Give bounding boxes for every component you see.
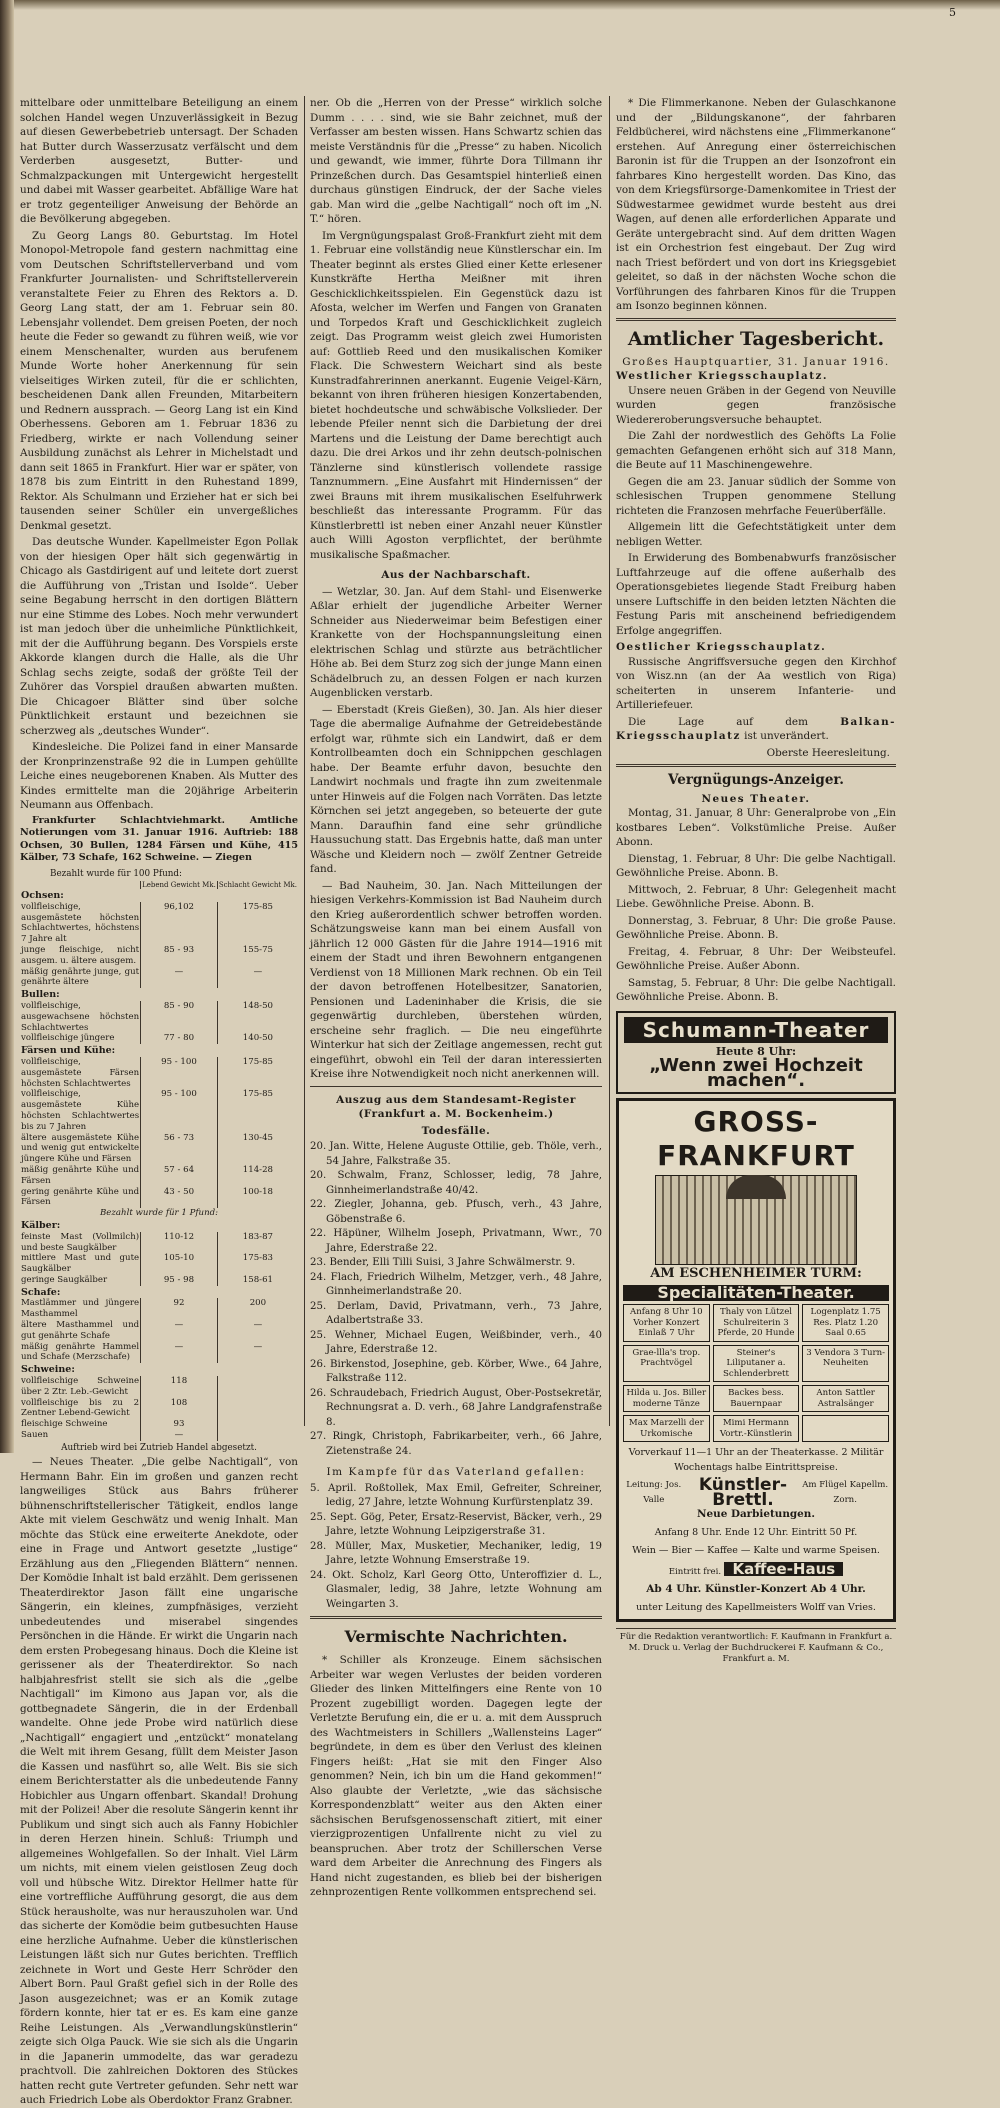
- gf-fluegel: Am Flügel Kapellm. Zorn.: [802, 1480, 889, 1505]
- theater-program: [616, 806, 896, 1005]
- column-rule: [609, 96, 610, 1426]
- gf-vorverkauf: Vorverkauf 11—1 Uhr an der Theaterkasse. 2 Militär Wochentags halbe Eintrittspreise.: [628, 1447, 884, 1473]
- fallen-title: Im Kampfe für das Vaterland gefallen:: [326, 1466, 586, 1478]
- market-label: mittlere Mast und gute Saugkälber: [21, 1253, 140, 1275]
- market-live-price: 85 - 93: [141, 945, 218, 967]
- market-live-price: 43 - 50: [141, 1187, 218, 1209]
- section-title-nachbarschaft: Aus der Nachbarschaft.: [381, 569, 531, 581]
- market-live-price: —: [141, 1430, 218, 1441]
- gf-act: 3 Vendora 3 Turn-Neuheiten: [802, 1345, 889, 1383]
- gf-act: Anton Sattler Astralsänger: [802, 1385, 889, 1412]
- market-live-price: —: [141, 967, 218, 989]
- register-entry: 27. Ringk, Christoph, Fabrikarbeiter, verh., 66 Jahre, Zietenstraße 24.: [310, 1431, 602, 1457]
- ad-schumann-theater: [616, 1011, 896, 1095]
- market-label: vollfleischige, ausgewachsene höchsten Schlachtwertes: [21, 1000, 140, 1033]
- market-row: [20, 1057, 298, 1089]
- market-slaughter-price: 175-85: [217, 1089, 298, 1132]
- market-group: Ochsen:: [21, 890, 64, 901]
- ad-gross-frankfurt: [616, 1098, 896, 1622]
- market-row: [20, 1398, 298, 1420]
- gf-eintritt-frei: Eintritt frei.: [668, 1566, 722, 1577]
- market-slaughter-price: [217, 1376, 298, 1398]
- west-para-2: Die Zahl der nordwestlich des Gehöfts La Folie gemachten Gefangenen erhöht sich auf 318 Mann, die Beute auf 11 Maschinengewehre.: [616, 430, 896, 471]
- market-live-price: 57 - 64: [141, 1165, 218, 1187]
- article-theater-cont: ner. Ob die „Herren von der Presse“ wirklich solche Dumm . . . . sind, wie sie Bahr zeichnet, muß der Verfasser am besten wissen. Hans Schwartz schien das meiste Verständnis für die „Presse“ zu haben. Nicolich und gewandt, wie immer, führte Dora Tillmann ihr Prinzeßchen durch. Das Gesamtspiel hinterließ einen durchaus günstigen Eindruck, der der Sache vieles gab. Man wird die „gelbe Nachtigall“ noch oft im „N. T.“ hören.: [310, 97, 602, 225]
- divider: [310, 1086, 602, 1087]
- gf-act: Grae-llla's trop. Prachtvögel: [623, 1345, 710, 1383]
- article-schiller: * Schiller als Kronzeuge. Einem sächsischen Arbeiter war wegen Verlustes der beiden vorderen Glieder des linken Mittelfingers eine Rente von 10 Prozent zugebilligt worden. Dagegen legte der Verletzte Berufung ein, die er u. a. mit dem Ausspruch des Wachtmeisters in Schillers „Wallensteins Lager“ begründete, in dem es über den Verlust des kleinen Fingers heißt: „Hat sie mit den Finger Also genommen? Nein, ich bin um die Hand gekommen!“ Also glaubte der Verletzte, „wie das sächsische Korrespondenzblatt“ weiter aus den Akten einer sächsischen Berufsgenossenschaft zitiert, mit einer vierzigprozentigen Unfallrente nicht zu viel zu beanspruchen. Aber trotz der Schillerschen Verse ward dem Arbeiter die Anrechnung des Fingers als Hand nicht zugestanden, es blieb bei der bisherigen zehnprozentigen Rente vollkommen entsprechend sei.: [310, 1654, 602, 1898]
- column-3: [616, 96, 896, 1664]
- gf-act: Mimi Hermann Vortr.-Künstlerin: [713, 1415, 800, 1442]
- program-entry: Mittwoch, 2. Februar, 8 Uhr: Gelegenheit macht Liebe. Gewöhnliche Preise. Abonn. B.: [616, 883, 896, 910]
- program-entry: Donnerstag, 3. Februar, 8 Uhr: Die große Pause. Gewöhnliche Preise. Abonn. B.: [616, 914, 896, 941]
- building-illustration: [655, 1175, 857, 1265]
- market-live-price: 85 - 90: [141, 1001, 218, 1033]
- ost-unchanged: ist unverändert.: [744, 730, 829, 742]
- market-row: [20, 988, 298, 1001]
- program-entry: Samstag, 5. Februar, 8 Uhr: Die gelbe Nachtigall. Gewöhnliche Preise. Abonn. B.: [616, 976, 896, 1003]
- column-2: [310, 96, 602, 1898]
- schumann-today: Heute 8 Uhr:: [715, 1044, 797, 1058]
- market-subheading: Bezahlt wurde für 1 Pfund:: [99, 1208, 219, 1219]
- market-row: [20, 889, 298, 902]
- market-label: gering genährte Kühe und Färsen: [21, 1186, 140, 1208]
- section-title-vergnuegungen: Vergnügungs-Anzeiger.: [668, 772, 844, 788]
- market-live-price: 95 - 98: [141, 1275, 218, 1286]
- article-nauheim: — Bad Nauheim, 30. Jan. Nach Mitteilungen der hiesigen Verkehrs-Kommission ist Bad Nauheim durch den Krieg außerordentlich schwer betroffen worden. Schätzungsweise kann man bei einem Ausfall von jährlich 12 000 Gästen für die Jahre 1914—1916 mit einem der Stadt und ihren Bewohnern entgangenen Verdienst von 18 Millionen Mark rechnen. Ob ein Teil der davon betroffenen Hotelbesitzer, Sanatorien, Pensionen und Ladeninhaber die Krisis, die sie gegenwärtig durchleben, überstehen würden, erscheine sehr fraglich. — Die neu eingeführte Winterkur hat sich der Zeitlage angemessen, recht gut eingeführt, obwohl ein Teil der daran interessierten Kreise ihre Notwendigkeit noch nicht anerkennen will.: [310, 879, 602, 1080]
- market-paid-label: Bezahlt wurde für 100 Pfund:: [50, 868, 183, 879]
- page-number: 5: [949, 6, 956, 19]
- market-row: [20, 1342, 298, 1364]
- scan-edge-top: [0, 0, 1000, 10]
- article-pollak: Das deutsche Wunder. Kapellmeister Egon Pollak von der hiesigen Oper hält sich gegenwärtig in Chicago als Gastdirigent auf und leitete dort zuerst die Aufführung von „Tristan und Isolde“. Ueber seine Begabung herrscht in den dortigen Blättern nur eine Stimme des Lobes. Noch mehr verwundert ist man jedoch über die unheimliche Pünktlichkeit, mit der die Aufführung begann. Des Vorspiels erste Akkorde klangen durch die Halle, als die Uhr Schlag sechs zeigte, sodaß der größte Teil der Zuhörer das Vorspiel draußen abwarten mußten. Die Chicagoer Blätter sind über solche Pünktlichkeit erstaunt und bezeichnen sie scherzweg als „deutsches Wunder“.: [20, 536, 298, 737]
- market-row: [20, 1089, 298, 1132]
- market-slaughter-price: 158-61: [217, 1275, 298, 1286]
- article-flimmerkanone: * Die Flimmerkanone. Neben der Gulaschkanone und der „Bildungskanone“, der fahrbaren Feldbücherei, wird nächstens eine „Flimmerkanone“ erstehen. Auf Anregung einer österreichischen Baronin ist für die Truppen an der Isonzofront ein fahrbares Kino hergestellt worden. Das Kino, das von dem Kriegsfürsorge-Damenkomitee in Triest der Südwestarmee gewidmet wurde besteht aus drei Wagen, auf denen alle erforderlichen Apparate und Geräte untergebracht sind. Auf dem dritten Wagen ist ein Orchestrion fest eingebaut. Der Zug wird nach Triest befördert und von dort ins Kriegsgebiet geleitet, so daß in der nächsten Woche schon die Vorführungen des fahrbaren Kinos für die Truppen am Isonzo beginnen können.: [616, 97, 896, 312]
- article-wetzlar: — Wetzlar, 30. Jan. Auf dem Stahl- und Eisenwerke Aßlar erhielt der jugendliche Arbeiter Werner Schneider aus Niederweimar beim Befestigen einer Krankette von der Hochspannungsleitung einen elektrischen Schlag und stürzte aus beträchtlicher Höhe ab. Bei dem Sturz zog sich der junge Mann einen Schädelbruch zu, an dessen Folgen er nach kurzen Augenblicken verstarb.: [310, 585, 602, 699]
- market-live-price: 56 - 73: [141, 1133, 218, 1165]
- register-entry: 25. Derlam, David, Privatmann, verh., 73 Jahre, Adalbertstraße 33.: [310, 1300, 602, 1326]
- market-group: Kälber:: [21, 1219, 61, 1231]
- gf-neue-darbietungen: Neue Darbietungen.: [697, 1508, 815, 1520]
- market-live-price: 77 - 80: [141, 1033, 218, 1044]
- gf-act: Thaly von Lützel Schulreiterin 3 Pferde, 20 Hunde: [713, 1304, 800, 1342]
- gf-specialitaeten: Specialitäten-Theater.: [623, 1285, 889, 1302]
- gf-kaffee-row: [623, 1559, 889, 1580]
- gf-leitung-kapellmeister: unter Leitung des Kapellmeisters Wolff van Vries.: [636, 1601, 876, 1613]
- market-row: [20, 1286, 298, 1299]
- gf-program-grid: [623, 1304, 889, 1442]
- gf-act: Backes bess. Bauernpaar: [713, 1385, 800, 1412]
- market-live-price: 92: [141, 1298, 218, 1320]
- market-label: ältere ausgemästete Kühe und wenig gut entwickelte jüngere Kühe und Färsen: [21, 1132, 140, 1165]
- market-row: [20, 1419, 298, 1430]
- register-entry: 23. Bender, Elli Tilli Suisi, 3 Jahre Schwälmerstr. 9.: [310, 1257, 576, 1268]
- program-entry: Montag, 31. Januar, 8 Uhr: Generalprobe von „Ein kostbares Leben“. Volkstümliche Preise. Außer Abonn.: [616, 807, 896, 848]
- market-row: [20, 1275, 298, 1286]
- market-label: vollfleischige, ausgemästete Kühe höchsten Schlachtwertes bis zu 7 Jahren: [21, 1089, 140, 1132]
- market-slaughter-price: —: [217, 967, 298, 989]
- market-slaughter-price: 114-28: [217, 1165, 298, 1187]
- register-title: Auszug aus dem Standesamt-Register (Frankfurt a. M. Bockenheim.): [336, 1093, 576, 1120]
- market-label: mäßig genährte Kühe und Färsen: [21, 1164, 140, 1186]
- market-slaughter-price: 200: [217, 1298, 298, 1320]
- market-slaughter-price: 148-50: [217, 1001, 298, 1033]
- gf-wein: Wein — Bier — Kaffee — Kalte und warme Speisen.: [632, 1545, 880, 1556]
- west-para-1: Unsere neuen Gräben in der Gegend von Neuville wurden gegen französische Wiedereroberungsversuche behauptet.: [616, 384, 896, 426]
- market-row: [20, 1033, 298, 1044]
- market-col-slaughter: Schlacht Gewicht Mk.: [218, 881, 297, 889]
- market-label: vollfleischige, ausgemästete höchsten Schlachtwertes, höchstens 7 Jahre alt: [21, 901, 140, 945]
- market-table-body: [20, 889, 298, 1441]
- market-row: [20, 1232, 298, 1254]
- market-group: Bullen:: [21, 989, 60, 1001]
- market-live-price: 118: [141, 1376, 218, 1398]
- gf-brettl-row: [623, 1475, 889, 1510]
- gf-anfang: Anfang 8 Uhr. Ende 12 Uhr. Eintritt 50 Pf.: [654, 1526, 858, 1538]
- market-row: [20, 967, 298, 989]
- market-label: vollfleischige bis zu 2 Zentner Lebend-Gewicht: [21, 1397, 140, 1419]
- market-slaughter-price: 140-50: [217, 1033, 298, 1044]
- market-label: Mastlämmer und jüngere Masthammel: [21, 1298, 140, 1320]
- market-live-price: 110-12: [141, 1232, 218, 1254]
- divider: [310, 1616, 602, 1619]
- market-slaughter-price: [217, 1419, 298, 1430]
- market-col-live: Lebend Gewicht Mk.: [142, 881, 216, 889]
- register-list: [310, 1140, 602, 1459]
- market-live-price: 108: [141, 1398, 218, 1420]
- market-slaughter-price: 100-18: [217, 1187, 298, 1209]
- market-table: [20, 881, 298, 1441]
- market-slaughter-price: [217, 1430, 298, 1441]
- market-group: Schweine:: [21, 1364, 75, 1376]
- register-entry: 25. Wehner, Michael Eugen, Weißbinder, verh., 40 Jahre, Ederstraße 12.: [310, 1329, 602, 1355]
- bericht-signature: Oberste Heeresleitung.: [766, 746, 890, 759]
- gf-act: Hilda u. Jos. Biller moderne Tänze: [623, 1385, 710, 1412]
- market-row: [20, 1187, 298, 1209]
- register-entry: 26. Schraudebach, Friedrich August, Ober-Postsekretär, Rechnungsrat a. D. verh., 68 Jahre Landgrafenstraße 8.: [310, 1387, 602, 1428]
- gf-act: Steiner's Liliputaner a. Schlenderbrett: [713, 1345, 800, 1383]
- gf-act: [802, 1415, 889, 1442]
- schumann-play: „Wenn zwei Hochzeit machen“.: [649, 1055, 863, 1091]
- market-row: [20, 1208, 298, 1219]
- section-title-tagesbericht: Amtlicher Tagesbericht.: [627, 327, 885, 350]
- gf-act: Max Marzelli der Urkomische: [623, 1415, 710, 1442]
- column-1: [20, 96, 298, 2107]
- divider: [616, 764, 896, 767]
- register-entry: 24. Flach, Friedrich Wilhelm, Metzger, verh., 48 Jahre, Ginnheimerlandstraße 20.: [310, 1271, 602, 1297]
- column-rule: [304, 96, 305, 1426]
- register-entry: 22. Häpüner, Wilhelm Joseph, Privatmann, Wwr., 70 Jahre, Ederstraße 22.: [310, 1228, 602, 1254]
- ost-para-2: [616, 715, 896, 744]
- market-slaughter-price: —: [217, 1320, 298, 1342]
- market-label: mäßig genährte junge, gut genährte ältere: [21, 966, 140, 988]
- fallen-entry: 28. Müller, Max, Musketier, Mechaniker, ledig, 19 Jahre, letzte Wohnung Emserstraße 19.: [310, 1540, 602, 1566]
- fallen-entry: 24. Okt. Scholz, Karl Georg Otto, Unteroffizier d. L., Glasmaler, ledig, 38 Jahre, letzte Wohnung am Weingarten 3.: [310, 1569, 602, 1610]
- market-slaughter-price: —: [217, 1342, 298, 1364]
- market-row: [20, 1001, 298, 1033]
- market-slaughter-price: 155-75: [217, 945, 298, 967]
- west-heading: Westlicher Kriegsschauplatz.: [616, 370, 829, 382]
- gf-brettl: Künstler-Brettl.: [698, 1475, 788, 1510]
- market-label: Sauen: [21, 1430, 49, 1441]
- market-slaughter-price: 175-85: [217, 902, 298, 945]
- market-live-price: 105-10: [141, 1253, 218, 1275]
- ost-heading: Oestlicher Kriegsschauplatz.: [616, 641, 827, 653]
- market-slaughter-price: 183-87: [217, 1232, 298, 1254]
- register-entry: 22. Ziegler, Johanna, geb. Pfusch, verh., 43 Jahre, Göbenstraße 6.: [310, 1199, 602, 1225]
- market-row: [20, 1376, 298, 1398]
- market-footnote: Auftrieb wird bei Zutrieb Handel abgesetzt.: [61, 1442, 257, 1453]
- article-lang: Zu Georg Langs 80. Geburtstag. Im Hotel Monopol-Metropole fand gestern nachmittag eine vom Deutschen Schriftstellerverband und vom Frankfurter Journalisten- und Schriftstellerverein veranstaltete Feier zu Ehren des Rektors a. D. Georg Lang statt, der am 1. Februar sein 80. Lebensjahr vollendet. Dem greisen Poeten, der noch heute die Feder so gewandt zu führen weiß, wie vor einem Menschenalter, wurden aus berufenem Munde Worte hoher Anerkennung für sein vielseitiges Wirken zuteil, für die er schlichten, bescheidenen Dank allen Freunden, Mitarbeitern und Rednern aussprach. — Georg Lang ist ein Kind Oberhessens. Geboren am 1. Februar 1836 zu Friedberg, wirkte er nach Vollendung seiner Ausbildung zunächst als Lehrer in Michelstadt und dann seit 1865 in Frankfurt. Hier war er später, von 1878 bis zum Eintritt in den Ruhestand 1899, Rektor. Als Schulmann und Erzieher hat er sich bei tausenden seiner Schüler ein unvergeßliches Denkmal gesetzt.: [20, 229, 298, 532]
- market-row: [20, 1363, 298, 1376]
- market-group: Schafe:: [21, 1286, 61, 1298]
- market-row: [20, 945, 298, 967]
- scan-edge-left: [0, 0, 14, 1453]
- market-live-price: 95 - 100: [141, 1057, 218, 1089]
- market-row: [20, 902, 298, 945]
- market-label: geringe Saugkälber: [21, 1274, 108, 1285]
- divider: [616, 318, 896, 321]
- newspaper-columns: [20, 96, 975, 2107]
- gf-kaffee-haus: Kaffee-Haus: [724, 1562, 843, 1577]
- market-label: feinste Mast (Vollmilch) und beste Saugkälber: [21, 1231, 140, 1253]
- article-theater-review: — Neues Theater. „Die gelbe Nachtigall“, von Hermann Bahr. Ein im großen und ganzen recht langweiliges Stück aus Bahrs früherer bühnenschriftstellerischer Tätigkeit, endlos lange Akte mit vielem Geschwätz und wenig Inhalt. Man möchte das Stück eine erweiterte Anekdote, oder eine in Frage und Antwort gesetzte „lustige“ Erzählung aus den „Fliegenden Blättern“ nennen. Der Komödie Inhalt ist bald erzählt. Dem gerissenen Theaterdirektor Jason fällt eine ungarische Sängerin, ein kleines, zumpfnäsiges, verzieht unbedeutendes und miserabel singendes Persönchen in die Hände. Er wirkt die Ungarin nach dem ersten Probegesang hinaus. Doch die Kleine ist gerissener als der Theaterdirektor. So nach halbjahresfrist stellt sie sich als die „gelbe Nachtigall“ im Kimono aus Japan vor, als die gottbegnadete Sängerin, die in der Erdenball wandelte. Ohne jede Probe wird natürlich diese „Nachtigall“ engagiert und „entzückt“ monatelang die Welt mit ihrem Gesang, füllt dem Meister Jason die Kassen und nasführt so, alle Welt. Bis sie sich einem Berichterstatter als die unbedeutende Fanny Hobichler aus Ungarn offenbart. Skandal! Drohung mit der Polizei! Aber die resolute Sängerin kennt ihr Publikum und singt sich auch als Fanny Hobichler in deren Herzen hinein. Schluß: Triumph und allgemeines Wohlgefallen. So der Inhalt. Viel Lärm um nichts, mit einem vielen geistlosen Zeug doch voll und hübsche Witz. Direktor Hellmer hatte für eine vortreffliche Aufführung gesorgt, die aus dem Stück herausholte, was nur herauszuholen war. Und das sicherte der Komödie beim gutbesuchten Hause eine herzliche Aufnahme. Ueber die künstlerischen Leistungen läßt sich nur Gutes berichten. Trefflich zeichnete in Wort und Geste Herr Schröder den Albert Born. Paul Graßt gefiel sich in der Rolle des Jason ausgezeichnet; was er an Komik zutage fördern konnte, hier tat er es. Es kam eine ganze Reihe Leistungen. Als „Verwandlungskünstlerin“ zeigte sich Olga Pauck. Wie sie sich als die Ungarin in die Japanerin ummodelte, das war geradezu prachtvoll. Die zahlreichen Doktoren des Stückes hatten recht gute Vertreter gefunden. Sehr nett war auch Friedrich Lobe als Oberdoktor Franz Grabner.: [20, 1456, 298, 2107]
- gf-act: Logenplatz 1.75 Res. Platz 1.20 Saal 0.65: [802, 1304, 889, 1342]
- gf-tower: AM ESCHENHEIMER TURM:: [650, 1266, 862, 1281]
- market-row: [20, 1133, 298, 1165]
- market-label: vollfleischige jüngere: [21, 1033, 115, 1044]
- register-entry: 26. Birkenstod, Josephine, geb. Körber, Wwe., 64 Jahre, Falkstraße 112.: [310, 1358, 602, 1384]
- article-butter: mittelbare oder unmittelbare Beteiligung an einem solchen Handel wegen Unzuverlässigkeit in Bezug auf diesen Gewerbebetrieb untersagt. Der Schaden hat Butter durch Wasserzusatz verfälscht und dem Verderben ausgesetzt, Butter- und Schmalzpackungen mit Untergewicht hergestellt und dabei mit Wasser gearbeitet. Abfällige Ware hat er trotz gegenteiliger Anweisung der Behörde an die Bevölkerung abgegeben.: [20, 97, 298, 225]
- register-subtitle: Todesfälle.: [421, 1124, 491, 1137]
- market-row: [20, 1253, 298, 1275]
- ost-lage: Die Lage auf dem: [628, 715, 808, 728]
- bericht-dateline: Großes Hauptquartier, 31. Januar 1916.: [622, 355, 890, 368]
- gf-name: GROSS-FRANKFURT: [657, 1105, 855, 1172]
- market-label: vollfleischige Schweine über 2 Ztr. Leb.-Gewicht: [21, 1376, 140, 1397]
- article-eberstadt: — Eberstadt (Kreis Gießen), 30. Jan. Als hier dieser Tage die abermalige Aufnahme der Getreidebestände erfolgt war, rühmte sich ein Landwirt, daß er dem Kontrollbeamten doch ein Schnippchen geschlagen habe. Der Beamte erfuhr davon, besuchte den Landwirt nochmals und fragte ihn zum zweitenmale unter Hinweis auf die Folgen nach Vorräten. Das letzte Körnchen sei jetzt angegeben, so beteuerte der gute Mann. Daraufhin fand eine sehr gründliche Haussuchung statt. Das Ergebnis hatte, daß man unter Wäsche und Kleidern noch — zwölf Zentner Getreide fand.: [310, 703, 602, 875]
- market-slaughter-price: 175-85: [217, 1057, 298, 1089]
- market-slaughter-price: [217, 1398, 298, 1420]
- fallen-entry: 5. April. Roßtollek, Max Emil, Gefreiter, Schreiner, ledig, 27 Jahre, letzte Wohnung Kurfürstenplatz 39.: [310, 1482, 602, 1508]
- market-row: [20, 1320, 298, 1342]
- article-grossfrankfurt: Im Vergnügungspalast Groß-Frankfurt zieht mit dem 1. Februar eine vollständig neue Künstlerschar ein. Im Theater beginnt als erstes Glied einer Kette erlesener Kunstkräfte Hertha Meißner mit ihren Geschicklichkeitsspielen. Ein Gegenstück dazu ist Afosta, welcher im Werfen und Fangen von Granaten und Torpedos Kraft und Geschicklichkeit zugleich zeigt. Das Programm weist gleich zwei Humoristen auf: Gottlieb Reed und den musikalischen Komiker Flack. Die Schwestern Weichart sind als beste Kunstradfahrerinnen anerkannt. Eugenie Veigel-Kärn, bekannt von ihren früheren hiesigen Konzertabenden, bietet hochdeutsche und schwäbische Volkslieder. Der lebende Pfeiler nennt sich die Darbietung der drei Martens und die Leistung der Dame berechtigt auch dazu. Die drei Arkos und ihr zehn deutsch-polnischen Tänzlerne sind künstlerisch vollendete rassige Tanznummern. „Eine Ausfahrt mit Hindernissen“ der zwei Brauns mit ihrem musikalischen Eselfuhrwerk beschließt das interessante Programm. Für das Künstlerbrettl ist neben einer Anzahl neuer Künstler auch Willi Agoston verpflichtet, der berühmte musikalische Spaßmacher.: [310, 229, 602, 561]
- ost-para-1: Russische Angriffsversuche gegen den Kirchhof von Wisz.nn (an der Aa westlich von Riga) scheiterten in unserem Infanterie- und Artilleriefeuer.: [616, 655, 896, 711]
- market-slaughter-price: 175-83: [217, 1253, 298, 1275]
- market-row: [20, 1219, 298, 1232]
- market-label: mäßig genährte Hammel und Schafe (Merzschafe): [21, 1341, 140, 1363]
- section-title-vermischte: Vermischte Nachrichten.: [344, 1627, 568, 1646]
- schumann-name: Schumann-Theater: [624, 1017, 888, 1043]
- imprint: Für die Redaktion verantwortlich: F. Kaufmann in Frankfurt a. M. Druck u. Verlag der Buchdruckerei F. Kaufmann & Co., Frankfurt a. M.: [616, 1628, 896, 1665]
- program-entry: Dienstag, 1. Februar, 8 Uhr: Die gelbe Nachtigall. Gewöhnliche Preise. Abonn. B.: [616, 852, 896, 879]
- market-label: vollfleischige, ausgemästete Färsen höchsten Schlachtwertes: [21, 1056, 140, 1089]
- west-para-5: In Erwiderung des Bombenabwurfs französischer Luftfahrzeuge auf die offene außerhalb des Operationsgebietes liegende Stadt Freiburg haben unsere Luftschiffe in den beiden letzten Nächten die Festung Paris mit anscheinend befriedigendem Erfolge angegriffen.: [616, 552, 896, 637]
- market-live-price: —: [141, 1342, 218, 1364]
- balkan-heading: Balkan-Kriegsschauplatz: [616, 715, 896, 742]
- market-row: [20, 1298, 298, 1320]
- west-para-3: Gegen die am 23. Januar südlich der Somme von schlesischen Truppen genommene Stellung richteten die Franzosen mehrfache Feuerüberfälle.: [616, 475, 896, 517]
- west-para-4: Allgemein litt die Gefechtstätigkeit unter dem nebligen Wetter.: [616, 521, 896, 548]
- market-live-price: 96,102: [141, 902, 218, 945]
- gf-act: Anfang 8 Uhr 10 Vorher Konzert Einlaß 7 Uhr: [623, 1304, 710, 1342]
- program-entry: Freitag, 4. Februar, 8 Uhr: Der Weibsteufel. Gewöhnliche Preise. Außer Abonn.: [616, 945, 896, 972]
- register-entry: 20. Schwalm, Franz, Schlosser, ledig, 78 Jahre, Ginnheimerlandstraße 40/42.: [310, 1170, 602, 1196]
- market-live-price: —: [141, 1320, 218, 1342]
- register-entry: 20. Jan. Witte, Helene Auguste Ottilie, geb. Thöle, verh., 54 Jahre, Falkstraße 35.: [310, 1141, 602, 1167]
- market-group: Färsen und Kühe:: [21, 1045, 116, 1057]
- market-row: [20, 1044, 298, 1057]
- market-row: [20, 1430, 298, 1441]
- market-slaughter-price: 130-45: [217, 1133, 298, 1165]
- market-row: [20, 1165, 298, 1187]
- market-label: ältere Masthammel und gut genährte Schafe: [21, 1320, 140, 1341]
- article-leiche: Kindesleiche. Die Polizei fand in einer Mansarde der Kronprinzenstraße 92 die in Lumpen gehüllte Leiche eines neugeborenen Knaben. Als Mutter des Kindes ermittelte man die 20jährige Arbeiterin Neumann aus Offenbach.: [20, 741, 298, 811]
- fallen-list: [310, 1482, 602, 1613]
- market-live-price: 93: [141, 1419, 218, 1430]
- market-label: junge fleischige, nicht ausgem. u. ältere ausgem.: [21, 944, 140, 966]
- gf-konzert: Ab 4 Uhr. Künstler-Konzert Ab 4 Uhr.: [646, 1583, 866, 1595]
- market-heading: Frankfurter Schlachtviehmarkt. Amtliche Notierungen vom 31. Januar 1916. Auftrieb: 188 Ochsen, 30 Bullen, 1284 Färsen und Kühe, 415 Kälber, 73 Schafe, 162 Schweine. — Ziegen: [20, 814, 298, 863]
- market-label: fleischige Schweine: [21, 1419, 108, 1430]
- gf-leitung: Leitung: Jos. Valle: [626, 1480, 682, 1505]
- market-live-price: 95 - 100: [141, 1089, 218, 1132]
- building-dome: [726, 1175, 786, 1199]
- neues-theater-heading: Neues Theater.: [701, 792, 811, 805]
- fallen-entry: 25. Sept. Gög, Peter, Ersatz-Reservist, Bäcker, verh., 29 Jahre, letzte Wohnung Leipzigerstraße 31.: [310, 1511, 602, 1537]
